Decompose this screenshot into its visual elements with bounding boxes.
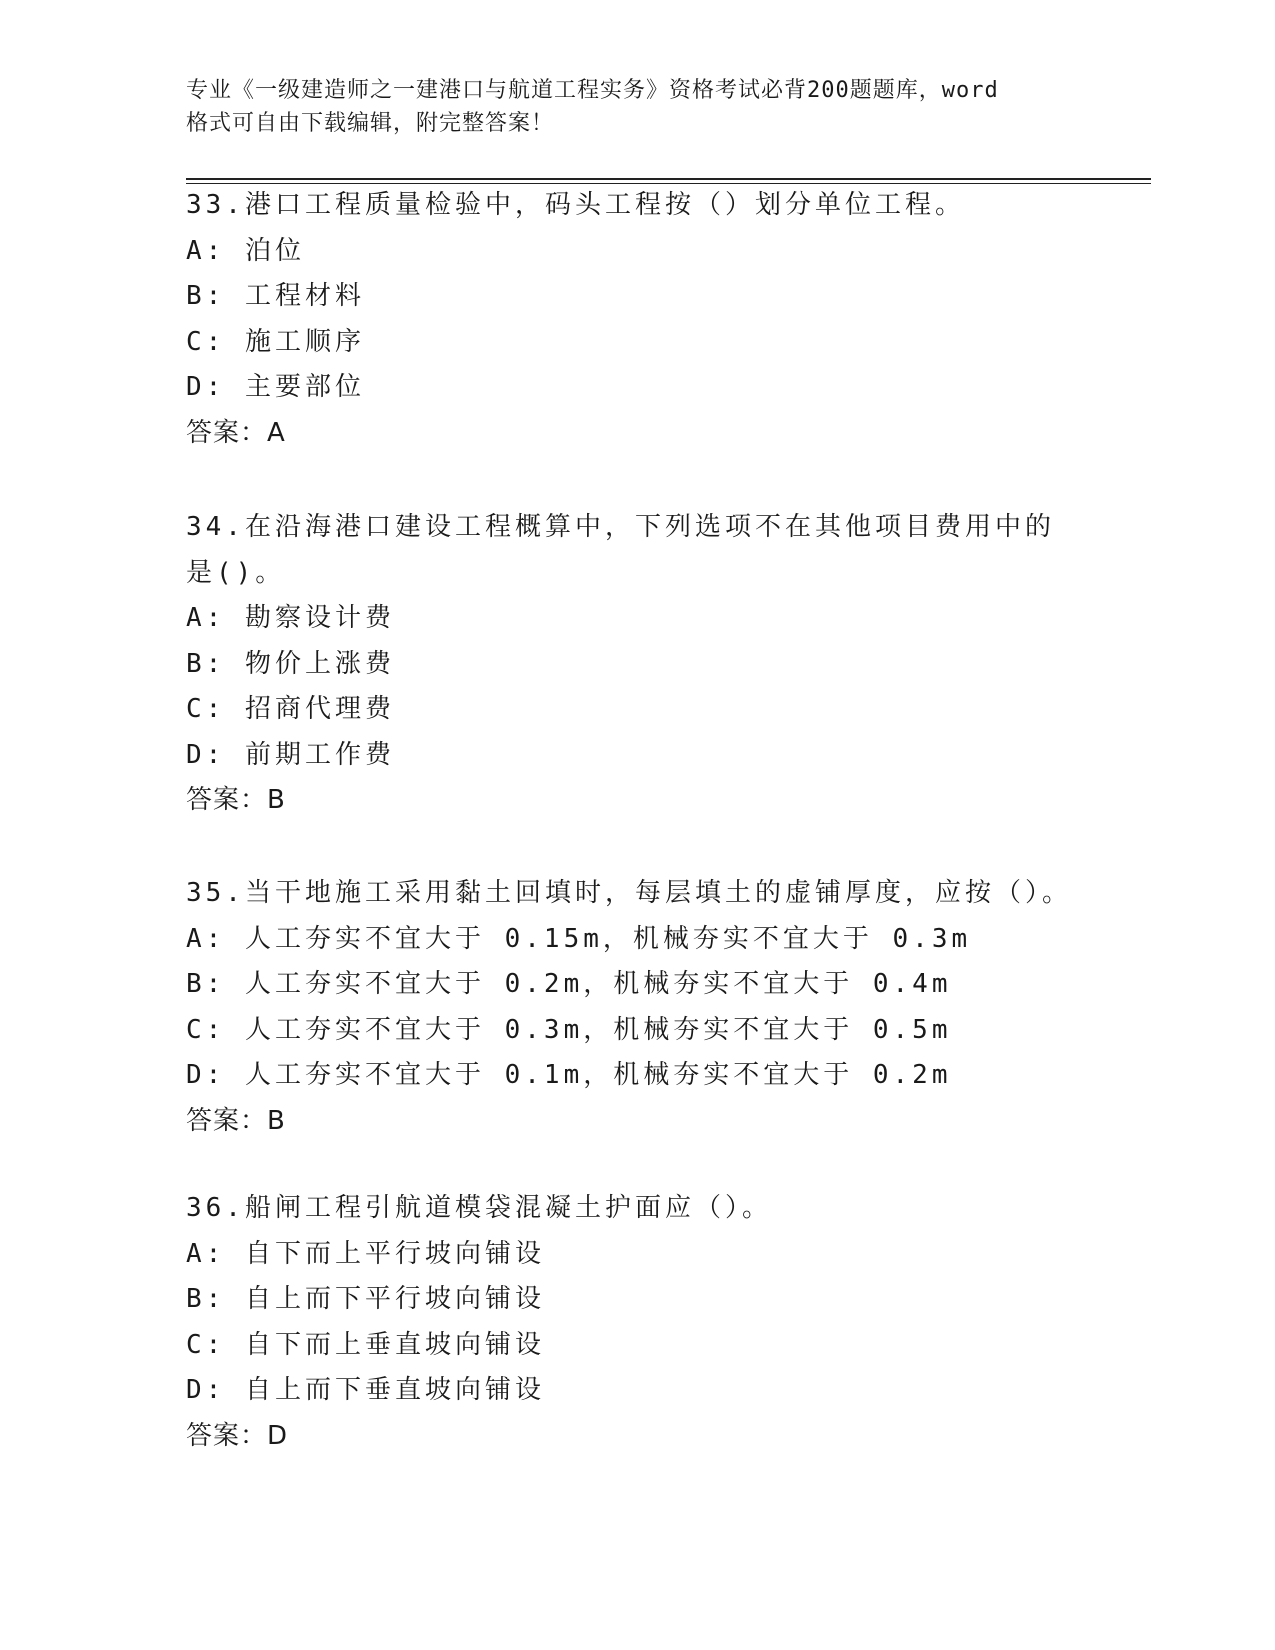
option-a: A: 泊位	[186, 235, 305, 266]
header-line-1: 专业《一级建造师之一建港口与航道工程实务》资格考试必背200题题库，word	[186, 78, 999, 103]
question-34	[186, 505, 1086, 824]
option-c: C: 人工夯实不宜大于 0.3m，机械夯实不宜大于 0.5m	[186, 1014, 952, 1045]
option-b: B: 物价上涨费	[186, 648, 395, 679]
question-35	[186, 871, 1086, 1144]
option-a: A: 自下而上平行坡向铺设	[186, 1238, 545, 1269]
question-stem: 33.港口工程质量检验中，码头工程按（）划分单位工程。	[186, 190, 965, 220]
option-c: C: 自下而上垂直坡向铺设	[186, 1329, 545, 1360]
header-line-2: 格式可自由下载编辑，附完整答案！	[186, 111, 555, 136]
option-a: A: 勘察设计费	[186, 603, 395, 633]
option-a: A: 人工夯实不宜大于 0.15m，机械夯实不宜大于 0.3m	[186, 923, 972, 954]
option-d: D: 人工夯实不宜大于 0.1m，机械夯实不宜大于 0.2m	[186, 1060, 952, 1090]
question-36	[186, 1186, 1086, 1459]
answer-line: 答案：D	[186, 1420, 289, 1451]
option-b: B: 人工夯实不宜大于 0.2m，机械夯实不宜大于 0.4m	[186, 969, 952, 999]
option-d: D: 前期工作费	[186, 739, 395, 770]
option-d: D: 主要部位	[186, 372, 365, 402]
header-divider-thick	[186, 178, 1151, 180]
document-header	[186, 74, 1086, 140]
question-stem: 34.在沿海港口建设工程概算中，下列选项不在其他项目费用中的是()。	[186, 512, 1055, 588]
option-c: C: 施工顺序	[186, 326, 365, 357]
question-stem: 36.船闸工程引航道模袋混凝土护面应（）。	[186, 1193, 772, 1223]
option-b: B: 工程材料	[186, 281, 365, 311]
option-b: B: 自上而下平行坡向铺设	[186, 1284, 545, 1314]
question-stem: 35.当干地施工采用黏土回填时，每层填土的虚铺厚度，应按（）。	[186, 878, 1072, 908]
answer-line: 答案：A	[186, 417, 286, 448]
answer-line: 答案：B	[186, 785, 286, 815]
option-c: C: 招商代理费	[186, 694, 395, 724]
question-33	[186, 183, 1086, 456]
answer-line: 答案：B	[186, 1105, 286, 1136]
option-d: D: 自上而下垂直坡向铺设	[186, 1375, 545, 1405]
